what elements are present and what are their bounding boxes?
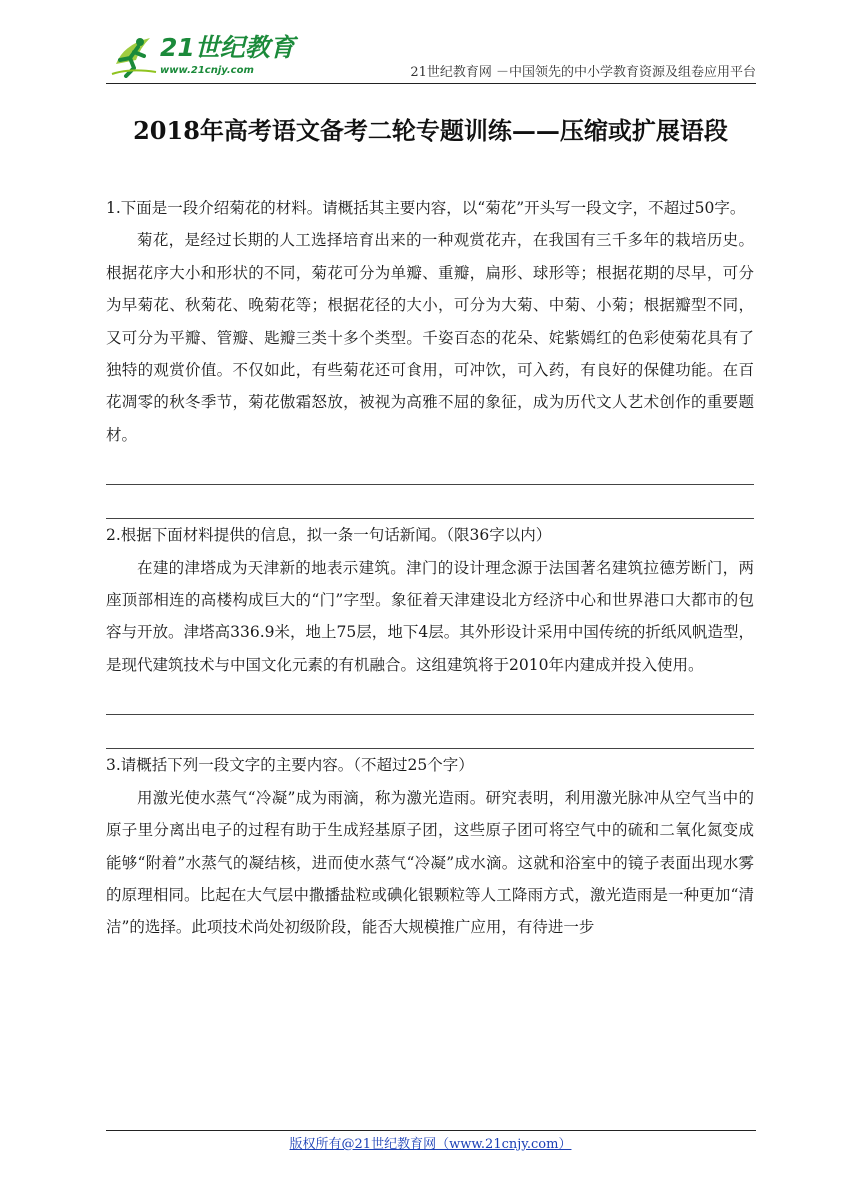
logo-url-text: www.21cnjy.com [160,65,254,76]
question-prompt: 3.请概括下列一段文字的主要内容。（不超过25个字） [106,756,474,775]
answer-line[interactable] [106,681,754,715]
answer-line[interactable] [106,485,754,519]
question-passage: 用激光使水蒸气“冷凝”成为雨滴，称为激光造雨。研究表明，利用激光脉冲从空气当中的原子里分离出电子的过程有助于生成羟基原子团，这些原子团可将空气中的硫和二氧化氮变成能够“附着”水蒸气的凝结核，进而使水蒸气“冷凝”成水滴。这就和浴室中的镜子表面出现水雾的原理相同。比起在大气层中撒播盐粒或碘化银颗粒等人工降雨方式，激光造雨是一种更加“清洁”的选择。此项技术尚处初级阶段，能否大规模推广应用，有待进一步 [106,788,754,937]
page-header [106,28,756,82]
question-3 [106,749,754,943]
running-figure-icon [110,34,158,78]
header-divider [106,83,756,84]
question-prompt: 1.下面是一段介绍菊花的材料。请概括其主要内容，以“菊花”开头写一段文字，不超过50字。 [106,199,746,217]
logo-brand-text: 21世纪教育 [160,33,295,62]
footer-divider [106,1130,756,1131]
site-logo[interactable] [106,28,306,82]
document-body [106,192,754,944]
footer-copyright[interactable] [0,1136,861,1154]
answer-line[interactable] [106,715,754,749]
answer-line[interactable] [106,451,754,485]
question-passage: 在建的津塔成为天津新的地表示建筑。津门的设计理念源于法国著名建筑拉德芳断门，两座顶部相连的高楼构成巨大的“门”字型。象征着天津建设北方经济中心和世界港口大都市的包容与开放。津塔高336.9米，地上75层，地下4层。其外形设计采用中国传统的折纸风帆造型，是现代建筑技术与中国文化元素的有机融合。这组建筑将于2010年内建成并投入使用。 [106,558,754,674]
question-1 [106,192,754,519]
header-tagline: 21世纪教育网 －中国领先的中小学教育资源及组卷应用平台 [410,65,756,80]
document-title: 2018年高考语文备考二轮专题训练——压缩或扩展语段 [133,116,728,145]
question-passage: 菊花，是经过长期的人工选择培育出来的一种观赏花卉，在我国有三千多年的栽培历史。根据花序大小和形状的不同，菊花可分为单瓣、重瓣，扁形、球形等；根据花期的尽早，可分为早菊花、秋菊花、晚菊花等；根据花径的大小，可分为大菊、中菊、小菊；根据瓣型不同，又可分为平瓣、管瓣、匙瓣三类十多个类型。千姿百态的花朵、姹紫嫣红的色彩使菊花具有了独特的观赏价值。不仅如此，有些菊花还可食用，可冲饮，可入药，有良好的保健功能。在百花凋零的秋冬季节，菊花傲霜怒放，被视为高雅不屈的象征，成为历代文人艺术创作的重要题材。 [106,231,754,444]
question-2 [106,519,754,749]
copyright-link[interactable]: 版权所有@21世纪教育网（www.21cnjy.com） [289,1137,572,1152]
question-prompt: 2.根据下面材料提供的信息，拟一条一句话新闻。（限36字以内） [106,526,552,545]
